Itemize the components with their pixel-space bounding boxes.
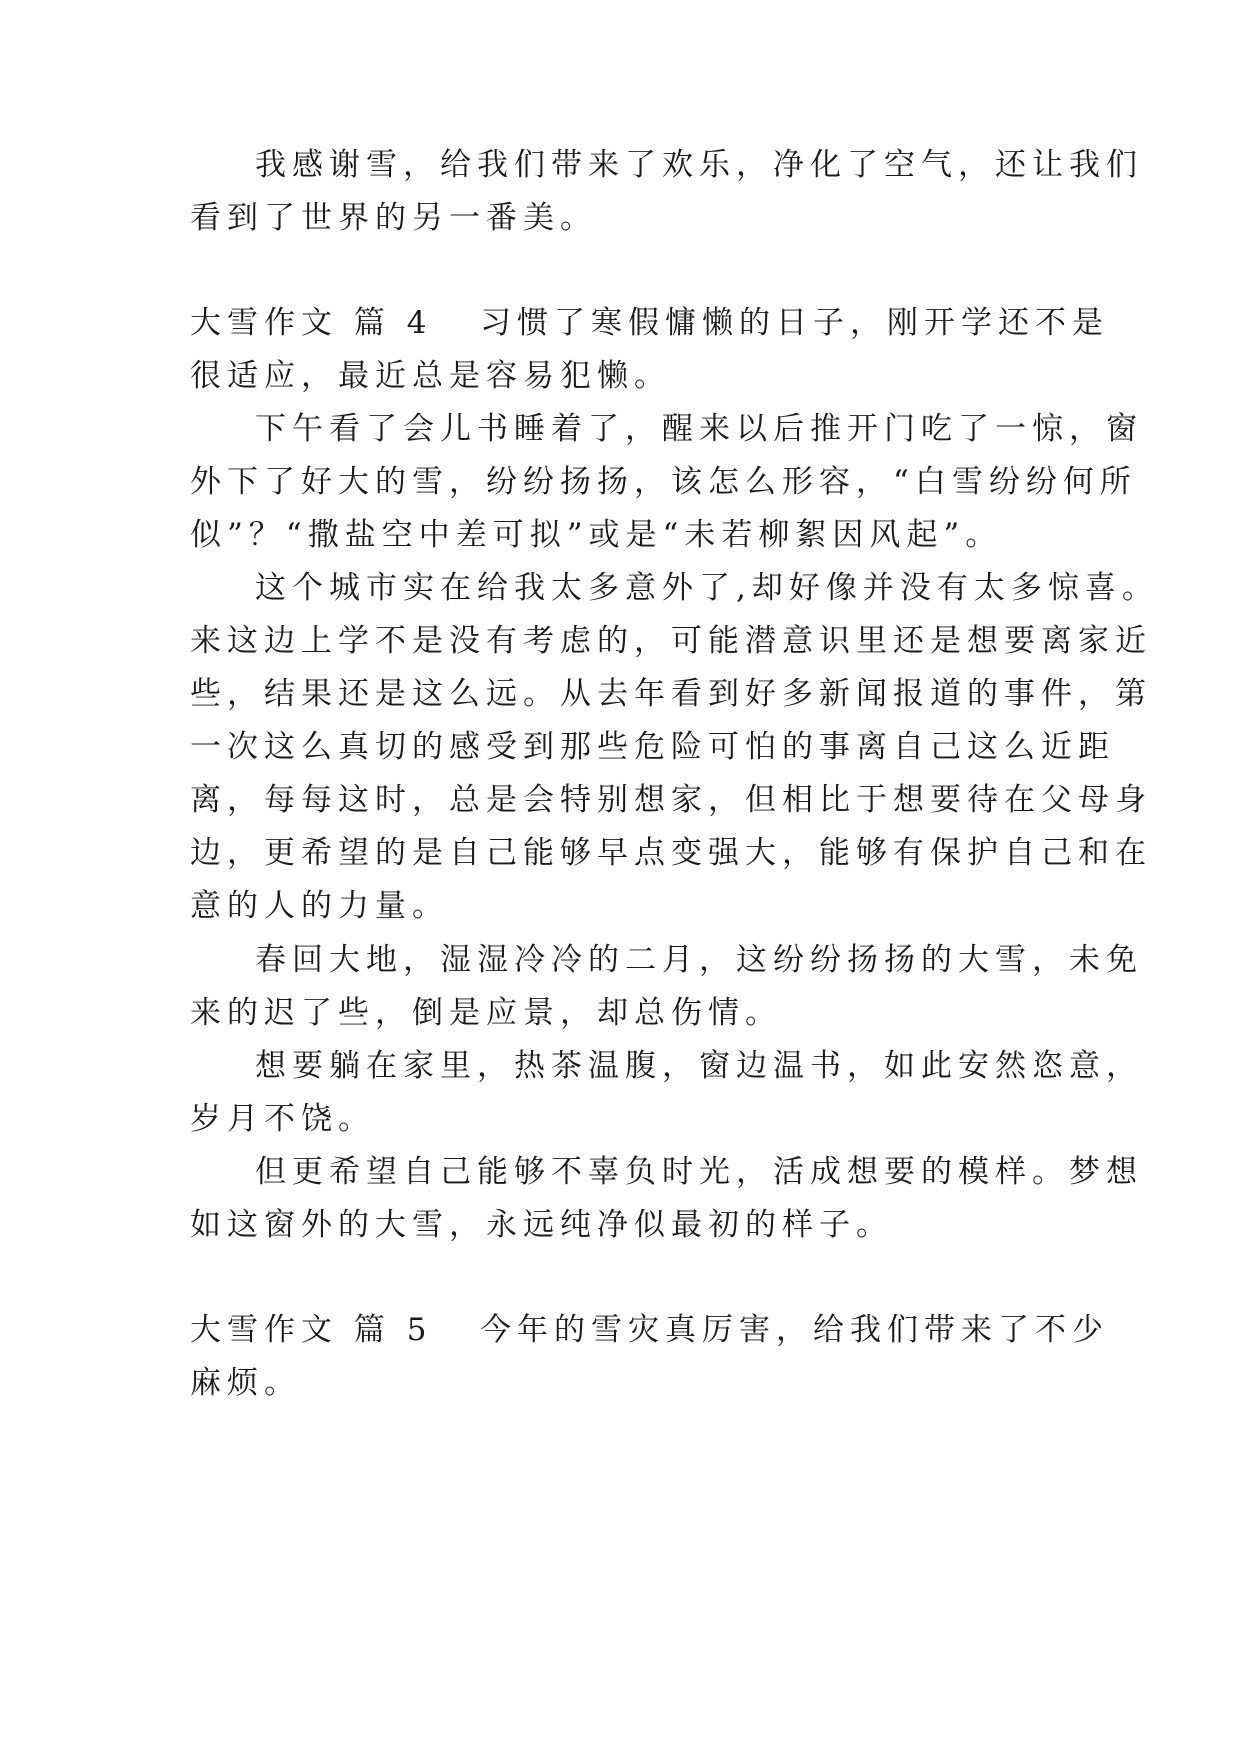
paragraph-line: 意的人的力量。	[190, 888, 449, 924]
section-5-first-line	[190, 1310, 1109, 1350]
paragraph-line: 似”？“撒盐空中差可拟”或是“未若柳絮因风起”。	[190, 517, 1003, 553]
paragraph-line: 麻烦。	[190, 1365, 301, 1401]
paragraph-line: 些，结果还是这么远。从去年看到好多新闻报道的事件，第	[190, 676, 1152, 712]
paragraph-line: 很适应，最近总是容易犯懒。	[190, 358, 671, 394]
paragraph-line: 如这窗外的大雪，永远纯净似最初的样子。	[190, 1207, 893, 1243]
section-5-line-text: 今年的雪灾真厉害，给我们带来了不少	[480, 1312, 1109, 1348]
paragraph-line: 但更希望自己能够不辜负时光，活成想要的模样。梦想	[255, 1154, 1143, 1190]
section-4-first-line	[190, 303, 1109, 343]
paragraph-line: 来这边上学不是没有考虑的，可能潜意识里还是想要离家近	[190, 623, 1152, 659]
paragraph-line: 一次这么真切的感受到那些危险可怕的事离自己这么近距	[190, 729, 1115, 765]
paragraph-line: 来的迟了些，倒是应景，却总伤情。	[190, 995, 782, 1031]
section-4-line-text: 习惯了寒假慵懒的日子，刚开学还不是	[480, 305, 1109, 341]
paragraph-line: 外下了好大的雪，纷纷扬扬，该怎么形容，“白雪纷纷何所	[190, 464, 1137, 500]
paragraph-line: 下午看了会儿书睡着了，醒来以后推开门吃了一惊，窗	[255, 411, 1143, 447]
paragraph-line: 想要躺在家里，热茶温腹，窗边温书，如此安然恣意，	[255, 1048, 1143, 1084]
paragraph-line: 这个城市实在给我太多意外了,却好像并没有太多惊喜。	[255, 570, 1159, 606]
paragraph-line: 边，更希望的是自己能够早点变强大，能够有保护自己和在	[190, 835, 1152, 871]
paragraph-line: 岁月不饶。	[190, 1101, 375, 1137]
section-4-heading: 大雪作文 篇 4	[190, 305, 433, 341]
section-5-heading: 大雪作文 篇 5	[190, 1312, 433, 1348]
paragraph-line: 我感谢雪，给我们带来了欢乐，净化了空气，还让我们	[255, 147, 1143, 183]
paragraph-line: 离，每每这时，总是会特别想家，但相比于想要待在父母身	[190, 782, 1152, 818]
paragraph-line: 春回大地，湿湿冷冷的二月，这纷纷扬扬的大雪，未免	[255, 942, 1143, 978]
paragraph-line: 看到了世界的另一番美。	[190, 200, 597, 236]
